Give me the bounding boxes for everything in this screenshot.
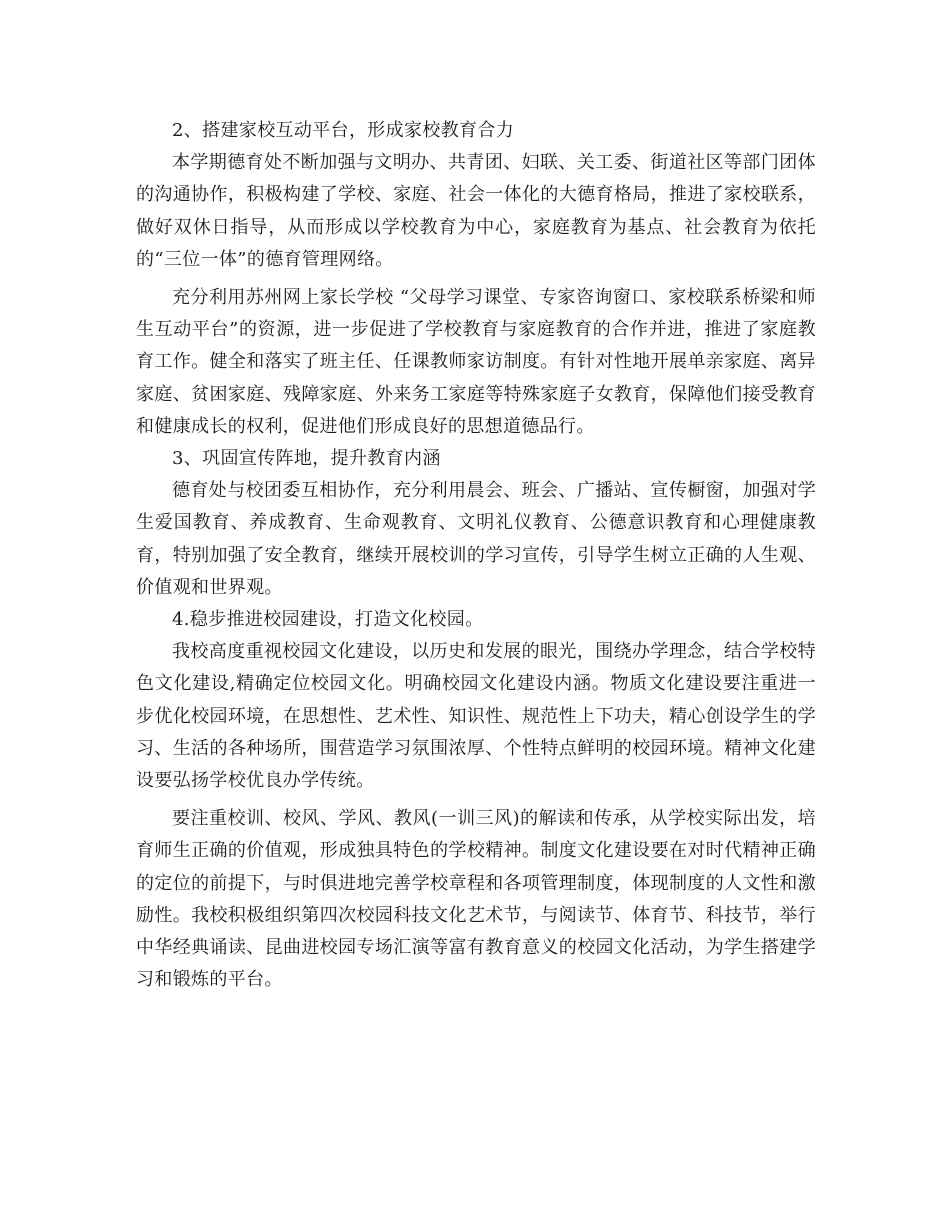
paragraph-school-spirit: 要注重校训、校风、学风、教风(一训三风)的解读和传承，从学校实际出发，培育师生正确的价值观，形成独具特色的学校精神。制度文化建设要在对时代精神正确的定位的前提下，与时俱进地完善学校章程和各项管理制度，体现制度的人文性和激励性。我校积极组织第四次校园科技文化艺术节，与阅读节、体育节、科技节，举行中华经典诵读、昆曲进校园专场汇演等富有教育意义的校园文化活动，为学生搭建学习和锻炼的平台。 (136, 808, 816, 991)
paragraph-campus-culture: 我校高度重视校园文化建设，以历史和发展的眼光，围绕办学理念，结合学校特色文化建设,精确定位校园文化。明确校园文化建设内涵。物质文化建设要注重进一步优化校园环境，在思想性、艺术性、知识性、规范性上下功夫，精心创设学生的学习、生活的各种场所，围营造学习氛围浓厚、个性特点鲜明的校园环境。精神文化建设要弘扬学校优良办学传统。 (136, 641, 816, 792)
paragraph-online-parent-school: 充分利用苏州网上家长学校 “父母学习课堂、专家咨询窗口、家校联系桥梁和师生互动平台”的资源，进一步促进了学校教育与家庭教育的合作并进，推进了家庭教育工作。健全和落实了班主任、任课教师家访制度。有针对性地开展单亲家庭、离异家庭、贫困家庭、残障家庭、外来务工家庭等特殊家庭子女教育，保障他们接受教育和健康成长的权利，促进他们形成良好的思想道德品行。 (136, 287, 816, 437)
section-heading-2: 2、搭建家校互动平台，形成家校教育合力 (172, 120, 515, 141)
paragraph-home-school-cooperation: 本学期德育处不断加强与文明办、共青团、妇联、关工委、街道社区等部门团体的沟通协作，积极构建了学校、家庭、社会一体化的大德育格局，推进了家校联系，做好双休日指导，从而形成以学校教育为中心，家庭教育为基点、社会教育为依托的“三位一体”的德育管理网络。 (136, 152, 816, 270)
section-heading-3: 3、巩固宣传阵地，提升教育内涵 (172, 448, 441, 470)
paragraph-publicity-education: 德育处与校团委互相协作，充分利用晨会、班会、广播站、宣传橱窗，加强对学生爱国教育、养成教育、生命观教育、文明礼仪教育、公德意识教育和心理健康教育，特别加强了安全教育，继续开展校训的学习宣传，引导学生树立正确的人生观、价值观和世界观。 (136, 480, 816, 598)
document-body (136, 115, 816, 996)
section-heading-4: 4.稳步推进校园建设，打造文化校园。 (172, 609, 484, 631)
